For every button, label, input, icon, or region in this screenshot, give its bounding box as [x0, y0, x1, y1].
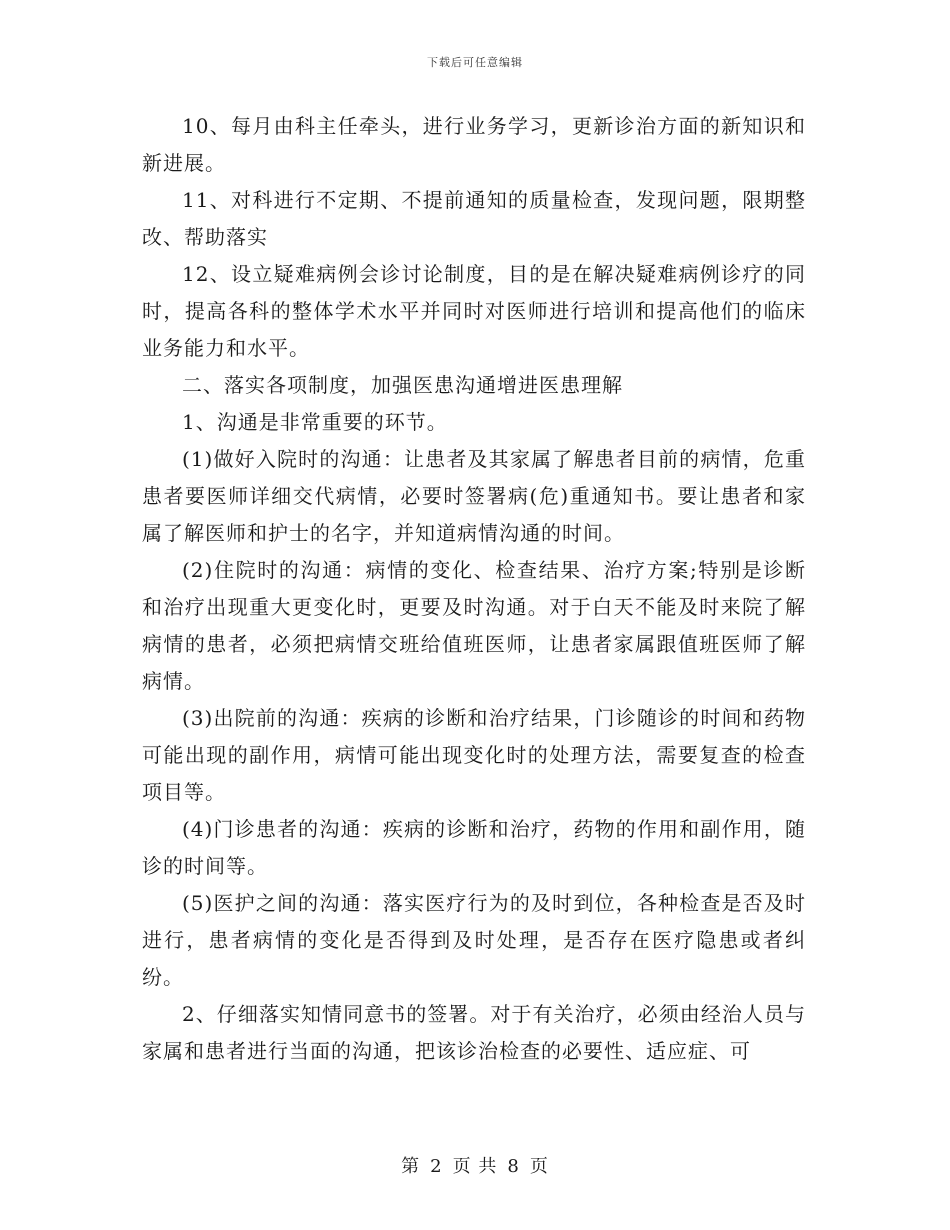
page-footer — [0, 1152, 950, 1178]
document-body — [142, 108, 806, 1070]
paragraph-subheading-1: 1、沟通是非常重要的环节。 — [182, 410, 448, 434]
paragraph-informed-consent: 2、仔细落实知情同意书的签署。对于有关治疗，必须由经治人员与家属和患者进行当面的沟通，把该诊治检查的必要性、适应症、可 — [142, 1002, 806, 1063]
paragraph-outpatient-communication: (4)门诊患者的沟通：疾病的诊断和治疗，药物的作用和副作用，随诊的时间等。 — [142, 817, 806, 878]
footer-middle: 页 共 — [452, 1156, 498, 1177]
footer-suffix: 页 — [529, 1156, 549, 1177]
paragraph-item-10: 10、每月由科主任牵头，进行业务学习，更新诊治方面的新知识和新进展。 — [142, 114, 806, 175]
paragraph-staff-communication: (5)医护之间的沟通：落实医疗行为的及时到位，各种检查是否及时进行，患者病情的变化是否得到及时处理，是否存在医疗隐患或者纠纷。 — [142, 891, 806, 989]
paragraph-inpatient-communication: (2)住院时的沟通：病情的变化、检查结果、治疗方案;特别是诊断和治疗出现重大更变化时，更要及时沟通。对于白天不能及时来院了解病情的患者，必须把病情交班给值班医师，让患者家属跟值班医师了解病情。 — [142, 558, 806, 693]
paragraph-item-11: 11、对科进行不定期、不提前通知的质量检查，发现问题，限期整改、帮助落实 — [142, 188, 806, 249]
paragraph-discharge-communication: (3)出院前的沟通：疾病的诊断和治疗结果，门诊随诊的时间和药物可能出现的副作用，病情可能出现变化时的处理方法，需要复查的检查项目等。 — [142, 706, 806, 804]
page-header: 下载后可任意编辑 — [427, 56, 523, 69]
section-heading: 二、落实各项制度，加强医患沟通增进医患理解 — [182, 373, 623, 397]
paragraph-admission-communication: (1)做好入院时的沟通：让患者及其家属了解患者目前的病情，危重患者要医师详细交代病情，必要时签署病(危)重通知书。要让患者和家属了解医师和护士的名字，并知道病情沟通的时间。 — [142, 447, 806, 545]
footer-total-pages: 8 — [507, 1156, 520, 1177]
footer-current-page: 2 — [430, 1156, 443, 1177]
paragraph-item-12: 12、设立疑难病例会诊讨论制度，目的是在解决疑难病例诊疗的同时，提高各科的整体学术水平并同时对医师进行培训和提高他们的临床业务能力和水平。 — [142, 262, 806, 360]
footer-prefix: 第 — [401, 1156, 421, 1177]
